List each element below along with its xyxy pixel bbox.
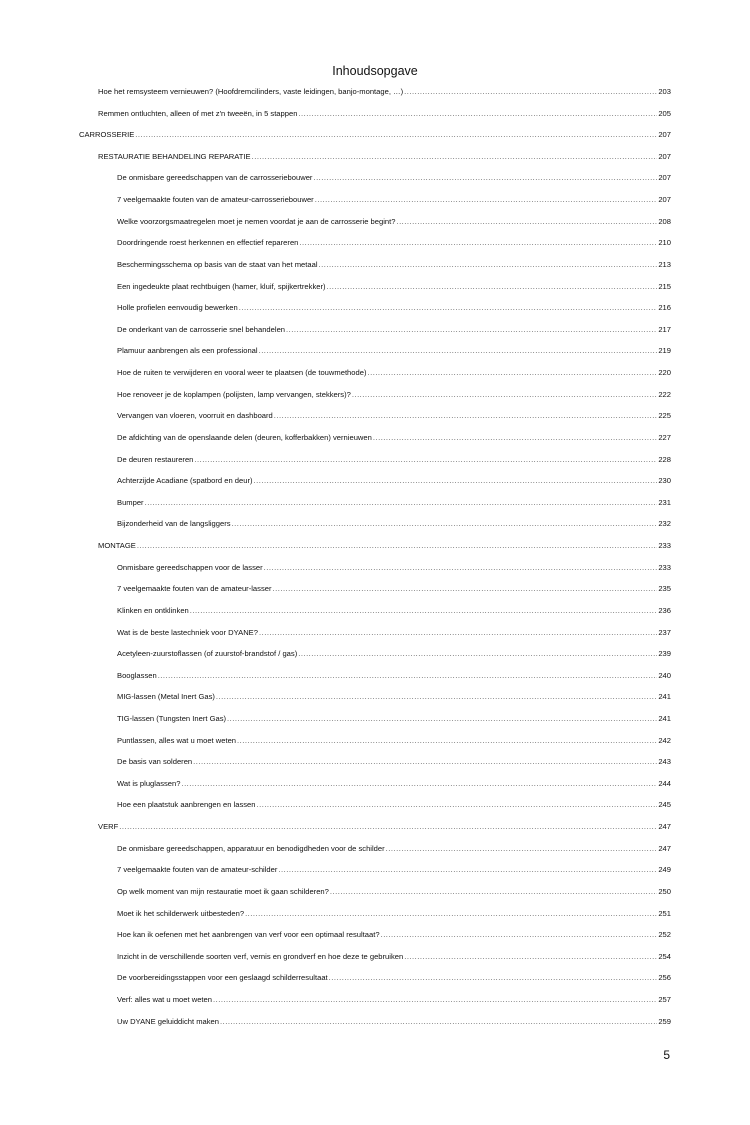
toc-entry-page-number: 242: [658, 735, 671, 745]
toc-dot-leader: [298, 649, 657, 659]
toc-dot-leader: [274, 411, 658, 421]
toc-entry[interactable]: [117, 433, 671, 443]
toc-dot-leader: [194, 455, 657, 465]
toc-dot-leader: [319, 260, 658, 270]
toc-entry-label: De afdichting van de openslaande delen (deuren, kofferbakken) vernieuwen: [117, 432, 372, 442]
toc-entry[interactable]: [117, 1017, 671, 1027]
toc-entry-label: 7 veelgemaakte fouten van de amateur-carrosseriebouwer: [117, 195, 314, 205]
toc-entry[interactable]: [117, 887, 671, 897]
toc-entry-page-number: 231: [658, 497, 671, 507]
toc-dot-leader: [135, 130, 657, 140]
toc-entry[interactable]: [117, 606, 671, 616]
toc-entry[interactable]: [117, 909, 671, 919]
toc-entry-page-number: 251: [658, 908, 671, 918]
toc-entry-page-number: 259: [658, 1016, 671, 1026]
toc-entry[interactable]: [117, 260, 671, 270]
toc-entry-label: De onderkant van de carrosserie snel behandelen: [117, 324, 286, 334]
toc-entry[interactable]: [98, 822, 671, 832]
toc-entry[interactable]: [117, 217, 671, 227]
toc-entry[interactable]: [117, 238, 671, 248]
toc-dot-leader: [213, 995, 657, 1005]
toc-entry-label: De deuren restaureren: [117, 454, 194, 464]
toc-dot-leader: [259, 346, 658, 356]
toc-dot-leader: [404, 87, 657, 97]
toc-entry-label: Bumper: [117, 497, 144, 507]
toc-entry-page-number: 250: [658, 886, 671, 896]
toc-entry-page-number: 208: [658, 216, 671, 226]
toc-dot-leader: [237, 736, 657, 746]
toc-entry[interactable]: [117, 844, 671, 854]
toc-dot-leader: [330, 887, 657, 897]
toc-dot-leader: [254, 476, 658, 486]
toc-dot-leader: [190, 606, 658, 616]
toc-entry-page-number: 249: [658, 865, 671, 875]
toc-entry[interactable]: [117, 865, 671, 875]
toc-entry-label: Remmen ontluchten, alleen of met z'n tweeën, in 5 stappen: [98, 108, 298, 118]
toc-entry-label: Bijzonderheid van de langsliggers: [117, 519, 231, 529]
toc-dot-leader: [232, 519, 658, 529]
toc-dot-leader: [329, 973, 658, 983]
toc-entry-label: Wat is de beste lastechniek voor DYANE?: [117, 627, 258, 637]
toc-entry-label: 7 veelgemaakte fouten van de amateur-lasser: [117, 584, 272, 594]
toc-entry-page-number: 233: [658, 541, 671, 551]
toc-dot-leader: [193, 757, 657, 767]
toc-entry[interactable]: [117, 649, 671, 659]
toc-entry-page-number: 230: [658, 476, 671, 486]
toc-entry-page-number: 252: [658, 930, 671, 940]
toc-entry[interactable]: [117, 519, 671, 529]
toc-entry-label: De onmisbare gereedschappen, apparatuur en benodigdheden voor de schilder: [117, 843, 385, 853]
toc-entry-page-number: 237: [658, 627, 671, 637]
toc-entry[interactable]: [117, 628, 671, 638]
toc-dot-leader: [227, 714, 657, 724]
toc-dot-leader: [245, 909, 657, 919]
toc-entry[interactable]: [79, 130, 671, 140]
toc-entry-page-number: 217: [658, 324, 671, 334]
toc-entry-label: Een ingedeukte plaat rechtbuigen (hamer, kluif, spijkertrekker): [117, 281, 326, 291]
toc-entry-label: Vervangen van vloeren, voorruit en dashboard: [117, 411, 273, 421]
toc-entry-label: Klinken en ontklinken: [117, 605, 189, 615]
toc-title: Inhoudsopgave: [332, 64, 418, 78]
toc-entry[interactable]: [117, 800, 671, 810]
toc-entry-label: Hoe renoveer je de koplampen (polijsten, lamp vervangen, stekkers)?: [117, 389, 351, 399]
toc-entry-page-number: 225: [658, 411, 671, 421]
toc-dot-leader: [313, 173, 657, 183]
toc-entry-page-number: 245: [658, 800, 671, 810]
toc-entry[interactable]: [117, 346, 671, 356]
toc-entry-page-number: 228: [658, 454, 671, 464]
toc-entry-page-number: 233: [658, 562, 671, 572]
toc-entry[interactable]: [117, 303, 671, 313]
toc-entry-page-number: 216: [658, 303, 671, 313]
toc-entry[interactable]: [117, 779, 671, 789]
toc-entry[interactable]: [117, 173, 671, 183]
toc-entry-page-number: 247: [658, 822, 671, 832]
toc-entry[interactable]: [98, 152, 671, 162]
toc-entry-page-number: 227: [658, 432, 671, 442]
toc-dot-leader: [299, 238, 657, 248]
toc-entry-label: Plamuur aanbrengen als een professional: [117, 346, 258, 356]
toc-entry-label: De onmisbare gereedschappen van de carrosseriebouwer: [117, 173, 313, 183]
toc-entry-label: Op welk moment van mijn restauratie moet ik gaan schilderen?: [117, 886, 329, 896]
toc-entry[interactable]: [98, 541, 671, 551]
toc-entry-page-number: 210: [658, 238, 671, 248]
toc-entry-page-number: 257: [658, 995, 671, 1005]
toc-dot-leader: [367, 368, 657, 378]
toc-entry-label: MONTAGE: [98, 541, 136, 551]
toc-entry[interactable]: [117, 282, 671, 292]
toc-entry-page-number: 244: [658, 778, 671, 788]
toc-entry-label: Beschermingsschema op basis van de staat van het metaal: [117, 259, 318, 269]
toc-entry[interactable]: [117, 411, 671, 421]
toc-entry[interactable]: [98, 109, 671, 119]
toc-entry-label: MIG-lassen (Metal Inert Gas): [117, 692, 215, 702]
toc-entry-label: Doordringende roest herkennen en effectief repareren: [117, 238, 299, 248]
toc-entry-page-number: 254: [658, 951, 671, 961]
toc-entry-label: Onmisbare gereedschappen voor de lasser: [117, 562, 263, 572]
toc-entry-page-number: 241: [658, 713, 671, 723]
toc-entry-label: Acetyleen-zuurstoflassen (of zuurstof-brandstof / gas): [117, 649, 298, 659]
toc-entry-page-number: 215: [658, 281, 671, 291]
toc-dot-leader: [145, 498, 658, 508]
toc-dot-leader: [181, 779, 657, 789]
toc-entry[interactable]: [117, 714, 671, 724]
toc-dot-leader: [239, 303, 658, 313]
toc-dot-leader: [381, 930, 658, 940]
toc-entry-label: Hoe de ruiten te verwijderen en vooral weer te plaatsen (de touwmethode): [117, 368, 367, 378]
toc-entry[interactable]: [117, 671, 671, 681]
toc-entry-page-number: 222: [658, 389, 671, 399]
toc-dot-leader: [404, 952, 657, 962]
toc-entry-label: Verf: alles wat u moet weten: [117, 995, 212, 1005]
toc-entry-page-number: 232: [658, 519, 671, 529]
toc-entry-label: De voorbereidingsstappen voor een geslaagd schilderresultaat: [117, 973, 328, 983]
toc-entry-page-number: 241: [658, 692, 671, 702]
toc-entry[interactable]: [98, 87, 671, 97]
toc-entry-label: Holle profielen eenvoudig bewerken: [117, 303, 238, 313]
toc-entry-label: Welke voorzorgsmaatregelen moet je nemen voordat je aan de carrosserie begint?: [117, 216, 396, 226]
toc-entry[interactable]: [117, 455, 671, 465]
toc-entry-label: Hoe kan ik oefenen met het aanbrengen van verf voor een optimaal resultaat?: [117, 930, 380, 940]
toc-entry-page-number: 247: [658, 843, 671, 853]
toc-entry-label: Booglassen: [117, 670, 157, 680]
toc-entry[interactable]: [117, 195, 671, 205]
toc-entry-page-number: 207: [658, 195, 671, 205]
toc-dot-leader: [278, 865, 657, 875]
toc-entry-label: Inzicht in de verschillende soorten verf, vernis en grondverf en hoe deze te gebruiken: [117, 951, 404, 961]
toc-entry-label: Puntlassen, alles wat u moet weten: [117, 735, 237, 745]
toc-entry-page-number: 203: [658, 87, 671, 96]
toc-entry-page-number: 236: [658, 605, 671, 615]
toc-entry-label: Achterzijde Acadiane (spatbord en deur): [117, 476, 253, 486]
toc-entry-page-number: 239: [658, 649, 671, 659]
toc-entry[interactable]: [117, 368, 671, 378]
toc-dot-leader: [273, 584, 658, 594]
toc-entry[interactable]: [117, 692, 671, 702]
toc-entry-label: Wat is pluglassen?: [117, 778, 181, 788]
toc-entry-page-number: 205: [658, 108, 671, 118]
toc-entry[interactable]: [117, 563, 671, 573]
toc-dot-leader: [298, 109, 657, 119]
toc-entry-page-number: 235: [658, 584, 671, 594]
toc-entry[interactable]: [117, 757, 671, 767]
toc-entry-label: RESTAURATIE BEHANDELING REPARATIE: [98, 151, 251, 161]
toc-entry-label: Hoe het remsysteem vernieuwen? (Hoofdremcilinders, vaste leidingen, banjo-montage, …): [98, 87, 404, 96]
toc-entry[interactable]: [117, 736, 671, 746]
toc-entry-label: Moet ik het schilderwerk uitbesteden?: [117, 908, 245, 918]
toc-entry-label: Hoe een plaatstuk aanbrengen en lassen: [117, 800, 256, 810]
toc-dot-leader: [259, 628, 657, 638]
toc-entry-label: VERF: [98, 822, 119, 832]
toc-entry-page-number: 243: [658, 757, 671, 767]
toc-entry-page-number: 213: [658, 259, 671, 269]
toc-dot-leader: [352, 390, 657, 400]
toc-entry-label: CARROSSERIE: [79, 130, 135, 140]
toc-dot-leader: [137, 541, 658, 551]
toc-dot-leader: [220, 1017, 657, 1027]
toc-dot-leader: [252, 152, 658, 162]
toc-dot-leader: [315, 195, 658, 205]
toc-entry[interactable]: [117, 390, 671, 400]
toc-entry[interactable]: [117, 325, 671, 335]
toc-entry-label: Uw DYANE geluiddicht maken: [117, 1016, 219, 1026]
toc-dot-leader: [396, 217, 657, 227]
toc-entry-page-number: 207: [658, 130, 671, 140]
toc-entry-page-number: 256: [658, 973, 671, 983]
toc-entry[interactable]: [117, 973, 671, 983]
toc-entry[interactable]: [117, 584, 671, 594]
toc-entry[interactable]: [117, 930, 671, 940]
toc-dot-leader: [256, 800, 657, 810]
toc-dot-leader: [286, 325, 657, 335]
toc-entry-label: 7 veelgemaakte fouten van de amateur-schilder: [117, 865, 278, 875]
toc-entry[interactable]: [117, 498, 671, 508]
toc-entry-page-number: 207: [658, 173, 671, 183]
toc-entry-page-number: 220: [658, 368, 671, 378]
toc-entry-page-number: 219: [658, 346, 671, 356]
toc-entry-label: TIG-lassen (Tungsten Inert Gas): [117, 713, 227, 723]
toc-dot-leader: [386, 844, 658, 854]
toc-entry-page-number: 207: [658, 151, 671, 161]
toc-dot-leader: [327, 282, 658, 292]
toc-entry-page-number: 240: [658, 670, 671, 680]
toc-dot-leader: [373, 433, 657, 443]
toc-dot-leader: [119, 822, 657, 832]
toc-dot-leader: [264, 563, 658, 573]
toc-dot-leader: [216, 692, 657, 702]
toc-entry-label: De basis van solderen: [117, 757, 193, 767]
toc-entry[interactable]: [117, 995, 671, 1005]
toc-entry[interactable]: [117, 476, 671, 486]
page-number: 5: [663, 1048, 670, 1062]
toc-entry[interactable]: [117, 952, 671, 962]
toc-dot-leader: [158, 671, 658, 681]
